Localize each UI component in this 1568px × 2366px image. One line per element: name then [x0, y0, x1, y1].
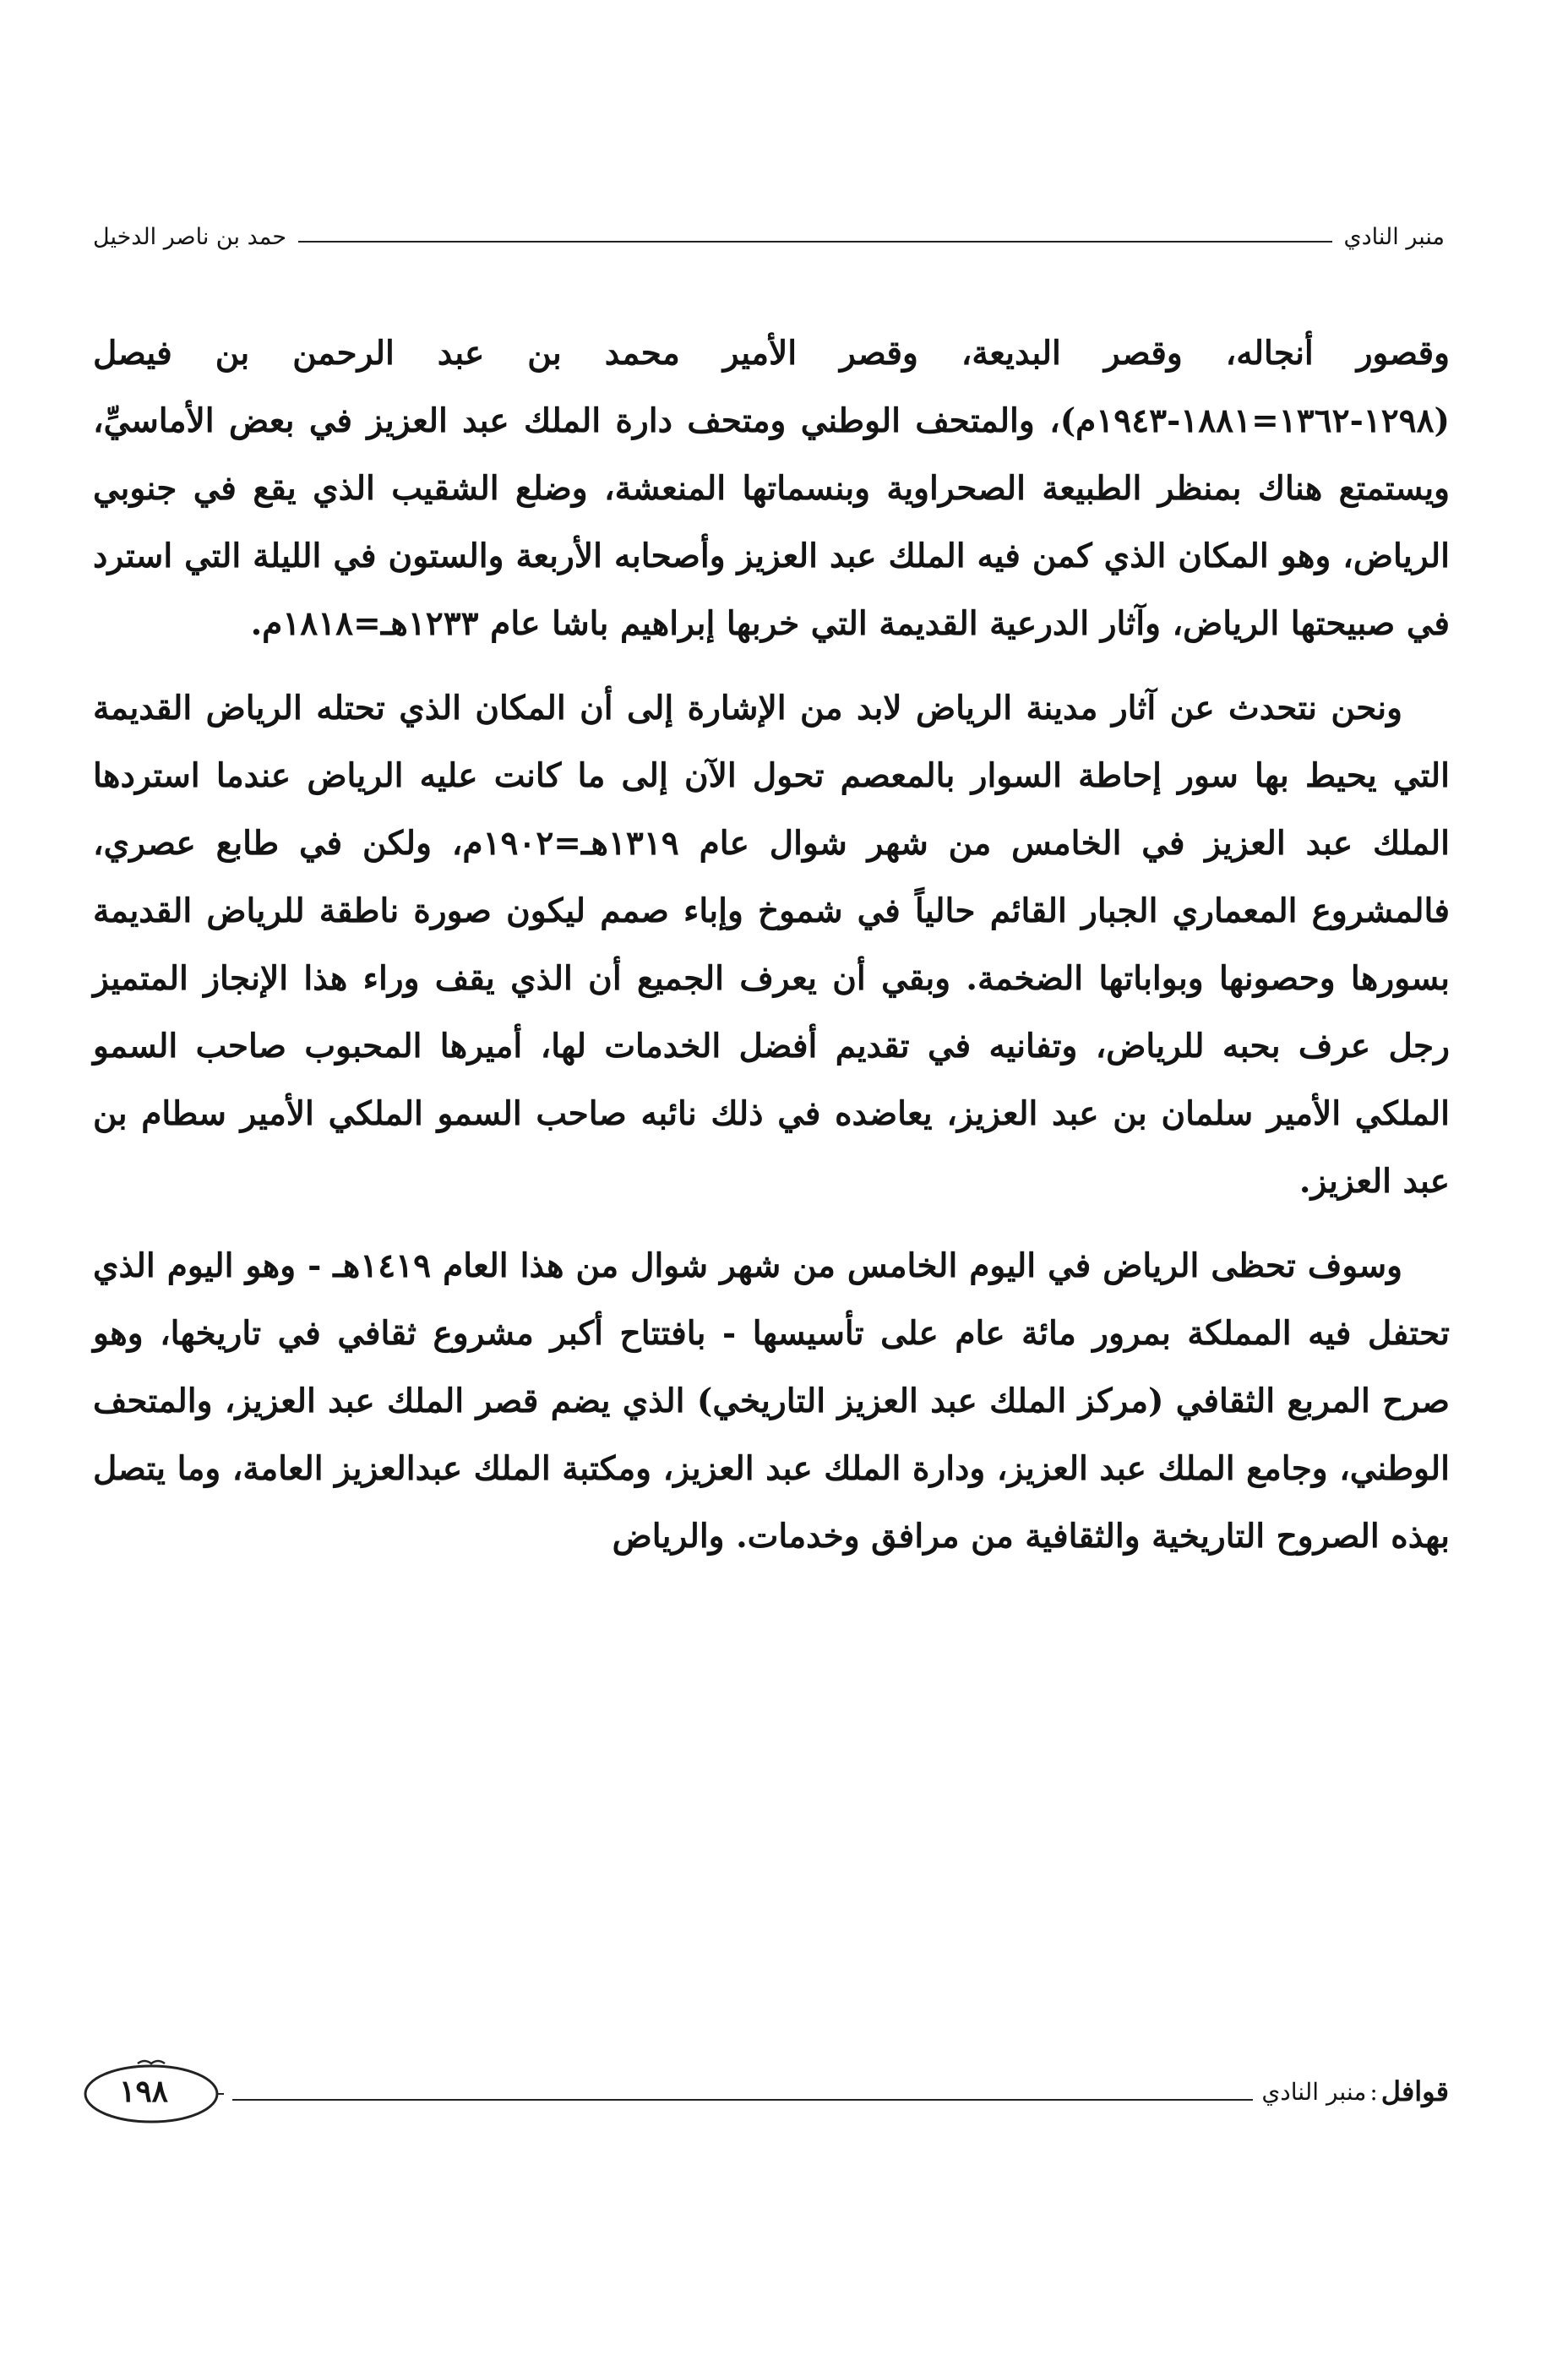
- page-number: ١٩٨: [119, 2074, 169, 2109]
- running-header: [93, 203, 1445, 270]
- paragraph-3: وسوف تحظى الرياض في اليوم الخامس من شهر شوال من هذا العام ١٤١٩هـ - وهو اليوم الذي تحتفل فيه المملكة بمرور مائة عام على تأسيسها - بافتتاح أكبر مشروع ثقافي في تاريخها، وهو صرح المربع الثقافي (مركز الملك عبد العزيز التاريخي) الذي يضم قصر الملك عبد العزيز، والمتحف الوطني، وجامع الملك عبد العزيز، ودارة الملك عبد العزيز، ومكتبة الملك عبدالعزيز العامة، وما يتصل بهذه الصروح التاريخية والثقافية من مرافق وخدمات. والرياض: [93, 1246, 1450, 1556]
- page-number-badge: [63, 2053, 224, 2129]
- footer-rule: [232, 2099, 1253, 2101]
- body-text: [93, 319, 1450, 1587]
- footer-brand: قوافل: [1380, 2075, 1449, 2107]
- page-footer: [63, 2049, 1449, 2134]
- header-section-title: منبر النادي: [1343, 223, 1445, 250]
- footer-separator: :: [1369, 2077, 1378, 2106]
- header-author: حمد بن ناصر الدخيل: [93, 223, 287, 250]
- footer-section-title: منبر النادي: [1261, 2077, 1367, 2106]
- paragraph-2: ونحن نتحدث عن آثار مدينة الرياض لابد من الإشارة إلى أن المكان الذي تحتله الرياض القديمة التي يحيط بها سور إحاطة السوار بالمعصم تحول الآن إلى ما كانت عليه الرياض عندما استردها الملك عبد العزيز في الخامس من شهر شوال عام ١٣١٩هـ=١٩٠٢م، ولكن في طابع عصري، فالمشروع المعماري الجبار القائم حالياً في شموخ وإباء صمم ليكون صورة ناطقة للرياض القديمة بسورها وحصونها وبواباتها الضخمة. وبقي أن يعرف الجميع أن الذي يقف وراء هذا الإنجاز المتميز رجل عرف بحبه للرياض، وتفانيه في تقديم أفضل الخدمات لها، أميرها المحبوب صاحب السمو الملكي الأمير سلمان بن عبد العزيز، يعاضده في ذلك نائبه صاحب السمو الملكي الأمير سطام بن عبد العزيز.: [93, 689, 1450, 1201]
- paragraph-1: وقصور أنجاله، وقصر البديعة، وقصر الأمير محمد بن عبد الرحمن بن فيصل (١٢٩٨-١٣٦٢=١٨٨١-١٩٤٣م)، والمتحف الوطني ومتحف دارة الملك عبد العزيز في بعض الأماسيِّ، ويستمتع هناك بمنظر الطبيعة الصحراوية وبنسماتها المنعشة، وضلع الشقيب الذي يقع في جنوبي الرياض، وهو المكان الذي كمن فيه الملك عبد العزيز وأصحابه الأربعة والستون في الليلة التي استرد في صبيحتها الرياض، وآثار الدرعية القديمة التي خربها إبراهيم باشا عام ١٢٣٣هـ=١٨١٨م.: [93, 334, 1450, 643]
- header-rule: [298, 241, 1331, 243]
